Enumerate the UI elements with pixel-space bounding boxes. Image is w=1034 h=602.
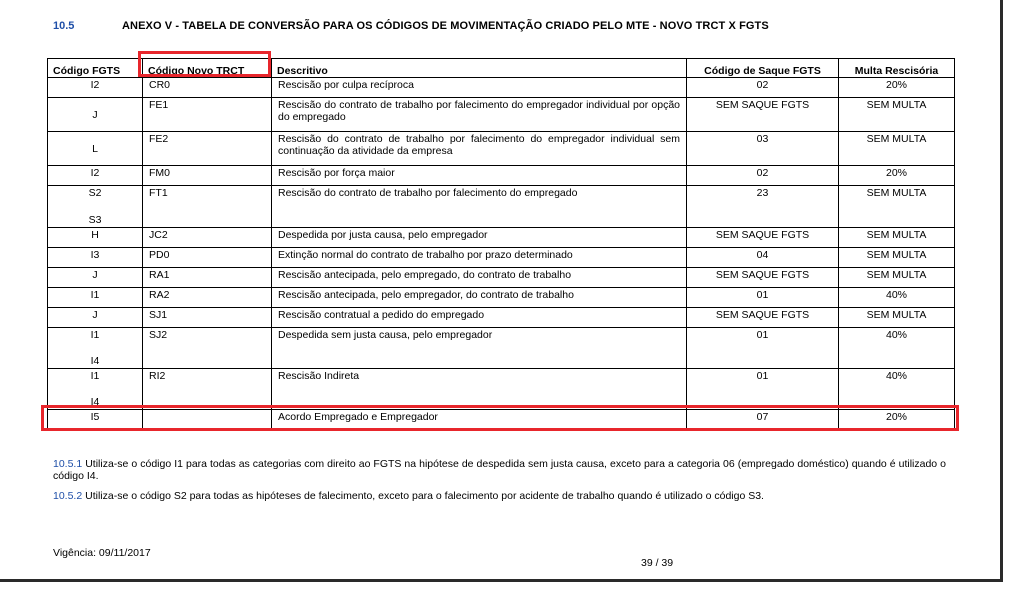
cell-codigo-fgts: J [48,98,143,132]
cell-codigo-saque: 01 [687,369,839,410]
cell-codigo-novo-trct: FE1 [143,98,272,132]
cell-codigo-saque: 01 [687,288,839,308]
cell-descritivo: Rescisão do contrato de trabalho por falecimento do empregador individual por opção do empregado [272,98,687,132]
cell-codigo-novo-trct: RA2 [143,288,272,308]
cell-codigo-saque: SEM SAQUE FGTS [687,268,839,288]
header-codigo-novo-trct: Código Novo TRCT [143,59,272,78]
cell-codigo-fgts: J [48,268,143,288]
table-row [48,328,955,369]
cell-descritivo: Acordo Empregado e Empregador [272,410,687,431]
cell-multa: 20% [839,166,955,186]
header-descritivo: Descritivo [272,59,687,78]
cell-codigo-novo-trct: SJ2 [143,328,272,369]
cell-codigo-fgts: J [48,308,143,328]
cell-codigo-fgts: I2 [48,78,143,98]
note-text: Utiliza-se o código S2 para todas as hipóteses de falecimento, exceto para o falecimento por acidente de trabalho quando é utilizado o código S3. [82,490,764,502]
cell-multa: SEM MULTA [839,268,955,288]
cell-codigo-novo-trct: FE2 [143,132,272,166]
conversion-table [47,58,955,431]
cell-descritivo: Extinção normal do contrato de trabalho por prazo determinado [272,248,687,268]
fgts-code-alt: S3 [88,214,102,226]
cell-codigo-fgts: L [48,132,143,166]
fgts-code: I1 [90,329,100,341]
table-row [48,268,955,288]
cell-codigo-novo-trct: CR0 [143,78,272,98]
cell-codigo-fgts: I3 [48,248,143,268]
cell-codigo-fgts [48,186,143,228]
table-row [48,166,955,186]
cell-multa: SEM MULTA [839,248,955,268]
cell-descritivo: Rescisão do contrato de trabalho por falecimento do empregado [272,186,687,228]
cell-multa: SEM MULTA [839,98,955,132]
cell-codigo-saque: 07 [687,410,839,431]
header-multa: Multa Rescisória [839,59,955,78]
fgts-code: S2 [88,187,102,199]
header-codigo-saque: Código de Saque FGTS [687,59,839,78]
cell-codigo-saque: SEM SAQUE FGTS [687,228,839,248]
table-body [48,78,955,431]
cell-multa: SEM MULTA [839,132,955,166]
cell-descritivo: Rescisão por força maior [272,166,687,186]
table-row [48,248,955,268]
fgts-code-alt: I4 [90,355,100,367]
cell-descritivo: Despedida sem justa causa, pelo empregador [272,328,687,369]
fgts-code-alt: I4 [90,396,100,408]
note-10-5-2 [53,490,946,502]
cell-descritivo: Rescisão antecipada, pelo empregador, do contrato de trabalho [272,288,687,308]
cell-codigo-novo-trct: RI2 [143,369,272,410]
note-10-5-1 [53,458,946,482]
cell-codigo-saque: 04 [687,248,839,268]
cell-codigo-novo-trct: RA1 [143,268,272,288]
cell-codigo-saque: 03 [687,132,839,166]
table-row [48,228,955,248]
note-text: Utiliza-se o código I1 para todas as categorias com direito ao FGTS na hipótese de despedida sem justa causa, exceto para a categoria 06 (empregado doméstico) quando é utilizado o código I4. [53,458,946,482]
cell-codigo-novo-trct: PD0 [143,248,272,268]
table-header-row [48,59,955,78]
cell-codigo-fgts [48,328,143,369]
cell-descritivo: Rescisão do contrato de trabalho por falecimento do empregador individual sem continuação da atividade da empresa [272,132,687,166]
cell-codigo-novo-trct [143,410,272,431]
note-number: 10.5.2 [53,490,83,502]
cell-multa: SEM MULTA [839,186,955,228]
cell-codigo-saque: 01 [687,328,839,369]
cell-codigo-novo-trct: FM0 [143,166,272,186]
page-title: ANEXO V - TABELA DE CONVERSÃO PARA OS CÓDIGOS DE MOVIMENTAÇÃO CRIADO PELO MTE - NOVO TRCT X FGTS [122,20,769,32]
fgts-code: I1 [90,370,100,382]
cell-multa: 40% [839,328,955,369]
header-codigo-fgts: Código FGTS [48,59,143,78]
cell-codigo-fgts: I1 [48,288,143,308]
table-row [48,308,955,328]
table-row [48,132,955,166]
cell-multa: 40% [839,288,955,308]
vigencia-date: Vigência: 09/11/2017 [53,547,151,559]
page-number: 39 / 39 [641,557,674,569]
cell-descritivo: Despedida por justa causa, pelo empregador [272,228,687,248]
cell-descritivo: Rescisão contratual a pedido do empregado [272,308,687,328]
cell-codigo-novo-trct: FT1 [143,186,272,228]
cell-codigo-fgts: I5 [48,410,143,431]
cell-codigo-novo-trct: JC2 [143,228,272,248]
table-row [48,98,955,132]
cell-codigo-saque: 02 [687,78,839,98]
table-row [48,288,955,308]
cell-descritivo: Rescisão Indireta [272,369,687,410]
cell-multa: 40% [839,369,955,410]
table-row [48,410,955,431]
cell-codigo-fgts [48,369,143,410]
table-row [48,186,955,228]
cell-multa: 20% [839,78,955,98]
cell-codigo-fgts: I2 [48,166,143,186]
section-number: 10.5 [53,20,75,32]
cell-descritivo: Rescisão antecipada, pelo empregado, do contrato de trabalho [272,268,687,288]
cell-multa: SEM MULTA [839,308,955,328]
cell-codigo-saque: SEM SAQUE FGTS [687,98,839,132]
cell-codigo-saque: 02 [687,166,839,186]
note-number: 10.5.1 [53,458,83,470]
cell-codigo-fgts: H [48,228,143,248]
table-row [48,78,955,98]
cell-codigo-novo-trct: SJ1 [143,308,272,328]
cell-descritivo: Rescisão por culpa recíproca [272,78,687,98]
cell-multa: 20% [839,410,955,431]
cell-codigo-saque: SEM SAQUE FGTS [687,308,839,328]
cell-codigo-saque: 23 [687,186,839,228]
table-row [48,369,955,410]
cell-multa: SEM MULTA [839,228,955,248]
